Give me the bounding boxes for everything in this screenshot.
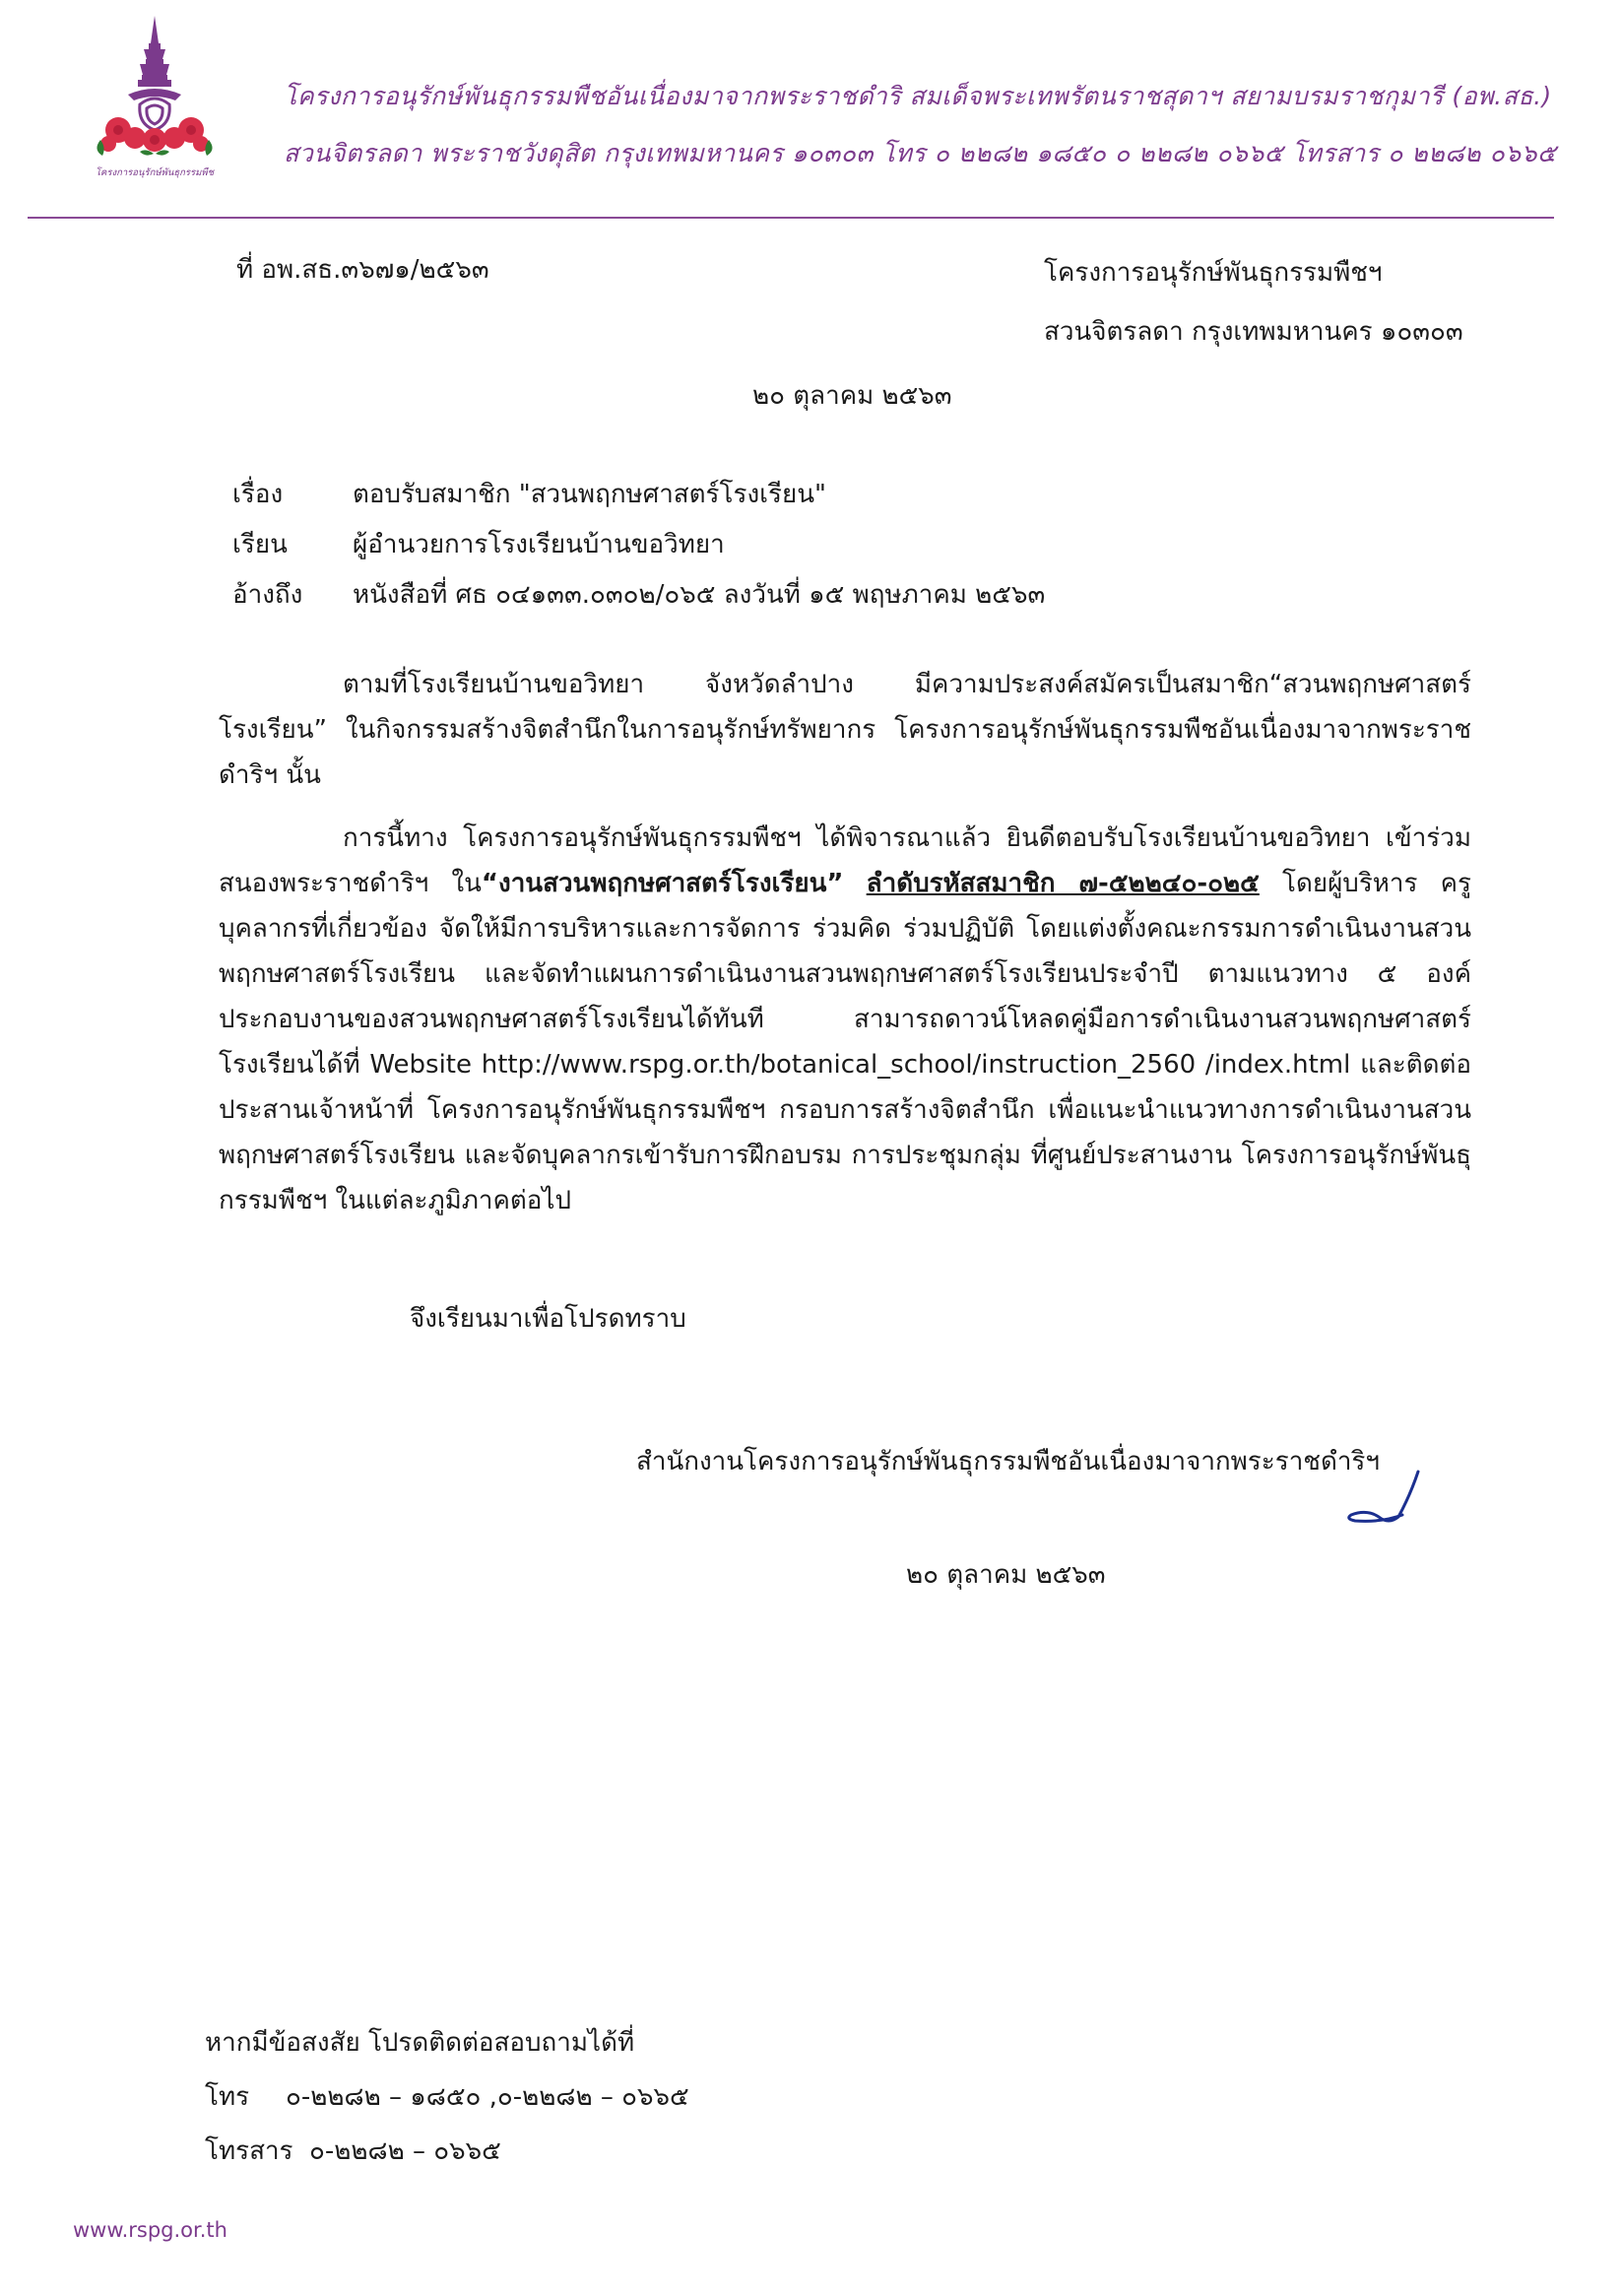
member-code: ลำดับรหัสสมาชิก ๗-๕๒๒๔๐-๐๒๕ xyxy=(866,869,1260,898)
fax-number: ๐-๒๒๘๒ – ๐๖๖๕ xyxy=(309,2136,501,2166)
reference-number: ที่ อพ.สธ.๓๖๗๑/๒๕๖๓ xyxy=(236,255,489,285)
body-paragraph-2 xyxy=(219,816,1471,1223)
emblem-caption: โครงการอนุรักษ์พันธุกรรมพืช xyxy=(95,167,215,178)
letterhead-divider xyxy=(28,217,1554,219)
recipient-row xyxy=(232,526,725,563)
letterhead-line-1: โครงการอนุรักษ์พันธุกรรมพืชอันเนื่องมาจากพระราชดำริ สมเด็จพระเทพรัตนราชสุดาฯ สยามบรมราชกุมารี (อพ.สธ.) xyxy=(284,82,1552,110)
recipient-value: ผู้อำนวยการโรงเรียนบ้านขอวิทยา xyxy=(353,530,725,559)
closing-line: จึงเรียนมาเพื่อโปรดทราบ xyxy=(410,1304,686,1334)
signoff-date: ๒๐ ตุลาคม ๒๕๖๓ xyxy=(906,1560,1106,1590)
sender-line-1: โครงการอนุรักษ์พันธุกรรมพืชฯ xyxy=(1044,258,1383,288)
phone-label: โทร xyxy=(205,2082,250,2112)
signature-mark xyxy=(1341,1468,1422,1529)
subject-row xyxy=(232,476,826,513)
program-name: “งานสวนพฤกษศาสตร์โรงเรียน” xyxy=(481,869,844,898)
signoff-office: สำนักงานโครงการอนุรักษ์พันธุกรรมพืชอันเนื่องมาจากพระราชดำริฯ xyxy=(636,1447,1380,1476)
footer-website[interactable]: www.rspg.or.th xyxy=(73,2218,227,2242)
letter-date: ๒๐ ตุลาคม ๒๕๖๓ xyxy=(752,381,952,411)
subject-label: เรื่อง xyxy=(232,480,284,509)
body-paragraph-2-text-a: การนี้ทาง โครงการอนุรักษ์พันธุกรรมพืชฯ ได้พิจารณาแล้ว ยินดีตอบรับโรงเรียนบ้านขอวิทยา เข้าร่วมสนองพระราชดำริฯ ใน xyxy=(219,823,1471,898)
contact-fax-row xyxy=(205,2132,501,2170)
sender-line-2: สวนจิตรลดา กรุงเทพมหานคร ๑๐๓๐๓ xyxy=(1044,317,1463,347)
body-paragraph-1 xyxy=(219,662,1471,798)
contact-intro: หากมีข้อสงสัย โปรดติดต่อสอบถามได้ที่ xyxy=(205,2028,635,2058)
reference-value: หนังสือที่ ศธ ๐๔๑๓๓.๐๓๐๒/๐๖๕ ลงวันที่ ๑๕ พฤษภาคม ๒๕๖๓ xyxy=(353,580,1046,610)
subject-value: ตอบรับสมาชิก "สวนพฤกษศาสตร์โรงเรียน" xyxy=(353,480,826,509)
body-paragraph-2-space xyxy=(843,869,866,898)
letterhead-line-2: สวนจิตรลดา พระราชวังดุสิต กรุงเทพมหานคร ๑๐๓๐๓ โทร ๐ ๒๒๘๒ ๑๘๕๐ ๐ ๒๒๘๒ ๐๖๖๕ โทรสาร ๐ ๒๒๘๒ ๐๖๖๕ xyxy=(284,139,1557,167)
recipient-label: เรียน xyxy=(232,530,288,559)
phone-numbers: ๐-๒๒๘๒ – ๑๘๕๐ ,๐-๒๒๘๒ – ๐๖๖๕ xyxy=(286,2082,689,2112)
fax-label: โทรสาร xyxy=(205,2136,293,2166)
body-paragraph-1-text: ตามที่โรงเรียนบ้านขอวิทยา จังหวัดลำปาง มีความประสงค์สมัครเป็นสมาชิก“สวนพฤกษศาสตร์โรงเรียน” ในกิจกรรมสร้างจิตสำนึกในการอนุรักษ์ทรัพยากร โครงการอนุรักษ์พันธุกรรมพืชอันเนื่องมาจากพระราชดำริฯ นั้น xyxy=(219,670,1471,790)
reference-label: อ้างถึง xyxy=(232,580,303,610)
reference-row xyxy=(232,576,1045,614)
rspg-emblem xyxy=(81,14,228,183)
contact-phone-row xyxy=(205,2078,689,2116)
body-paragraph-2-text-b: โดยผู้บริหาร ครู บุคลากรที่เกี่ยวข้อง จัดให้มีการบริหารและการจัดการ ร่วมคิด ร่วมปฏิบัติ โดยแต่งตั้งคณะกรรมการดำเนินงานสวนพฤกษศาสตร์โรงเรียน และจัดทำแผนการดำเนินงานสวนพฤกษศาสตร์โรงเรียนประจำปี ตามแนวทาง ๕ องค์ประกอบงานของสวนพฤกษศาสตร์โรงเรียนได้ทันที สามารถดาวน์โหลดคู่มือการดำเนินงานสวนพฤกษศาสตร์โรงเรียนได้ที่ Website http://www.rspg.or.th/botanical_school/instruction_2560 /index.html และติดต่อประสานเจ้าหน้าที่ โครงการอนุรักษ์พันธุกรรมพืชฯ กรอบการสร้างจิตสำนึก เพื่อแนะนำแนวทางการดำเนินงานสวนพฤกษศาสตร์โรงเรียน และจัดบุคลากรเข้ารับการฝึกอบรม การประชุมกลุ่ม ที่ศูนย์ประสานงาน โครงการอนุรักษ์พันธุกรรมพืชฯ ในแต่ละภูมิภาคต่อไป xyxy=(219,869,1472,1215)
